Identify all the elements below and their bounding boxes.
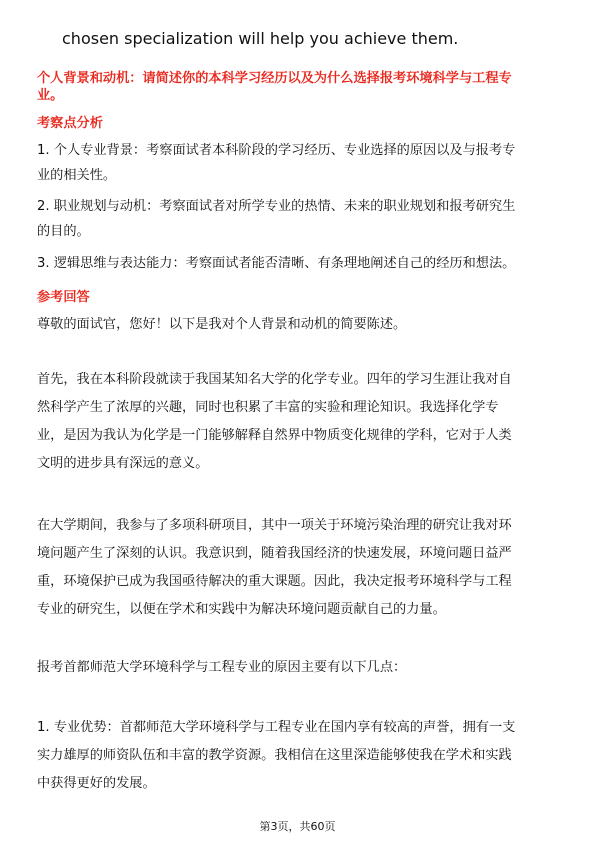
analysis-heading: 考察点分析: [37, 116, 103, 131]
paragraph-line: 重，环境保护已成为我国亟待解决的重大课题。因此，我决定报考环境科学与工程: [37, 574, 512, 589]
paragraph-line: 然科学产生了浓厚的兴趣，同时也积累了丰富的实验和理论知识。我选择化学专: [37, 400, 499, 415]
intro-line: chosen specialization will help you achieve them.: [62, 29, 459, 48]
page-footer: 第3页，共60页: [259, 820, 336, 833]
paragraph-line: 报考首都师范大学环境科学与工程专业的原因主要有以下几点：: [37, 660, 407, 675]
paragraph-line: 境问题产生了深刻的认识。我意识到，随着我国经济的快速发展，环境问题日益严: [37, 546, 512, 561]
paragraph-line: 首先，我在本科阶段就读于我国某知名大学的化学专业。四年的学习生涯让我对自: [37, 372, 512, 387]
paragraph-line: 专业的研究生，以便在学术和实践中为解决环境问题贡献自己的力量。: [37, 602, 446, 617]
question-line-2: 业。: [37, 88, 64, 103]
paragraph-line: 在大学期间，我参与了多项科研项目，其中一项关于环境污染治理的研究让我对环: [37, 518, 512, 533]
paragraph-line: 业，是因为我认为化学是一门能够解释自然界中物质变化规律的学科，它对于人类: [37, 428, 512, 443]
answer-heading: 参考回答: [37, 290, 90, 305]
paragraph-line: 1. 专业优势：首都师范大学环境科学与工程专业在国内享有较高的声誉，拥有一支: [37, 720, 516, 735]
paragraph-line: 中获得更好的发展。: [37, 776, 156, 791]
analysis-line: 2. 职业规划与动机：考察面试者对所学专业的热情、未来的职业规划和报考研究生: [37, 199, 516, 214]
paragraph-line: 文明的进步具有深远的意义。: [37, 456, 209, 471]
greeting: 尊敬的面试官，您好！以下是我对个人背景和动机的简要陈述。: [37, 317, 407, 332]
analysis-line: 的目的。: [37, 224, 90, 239]
analysis-line: 业的相关性。: [37, 168, 117, 183]
paragraph-line: 实力雄厚的师资队伍和丰富的教学资源。我相信在这里深造能够使我在学术和实践: [37, 748, 512, 763]
analysis-line: 1. 个人专业背景：考察面试者本科阶段的学习经历、专业选择的原因以及与报考专: [37, 143, 516, 158]
analysis-line: 3. 逻辑思维与表达能力：考察面试者能否清晰、有条理地阐述自己的经历和想法。: [37, 256, 516, 271]
question-line-1: 个人背景和动机：请简述你的本科学习经历以及为什么选择报考环境科学与工程专: [37, 71, 512, 86]
